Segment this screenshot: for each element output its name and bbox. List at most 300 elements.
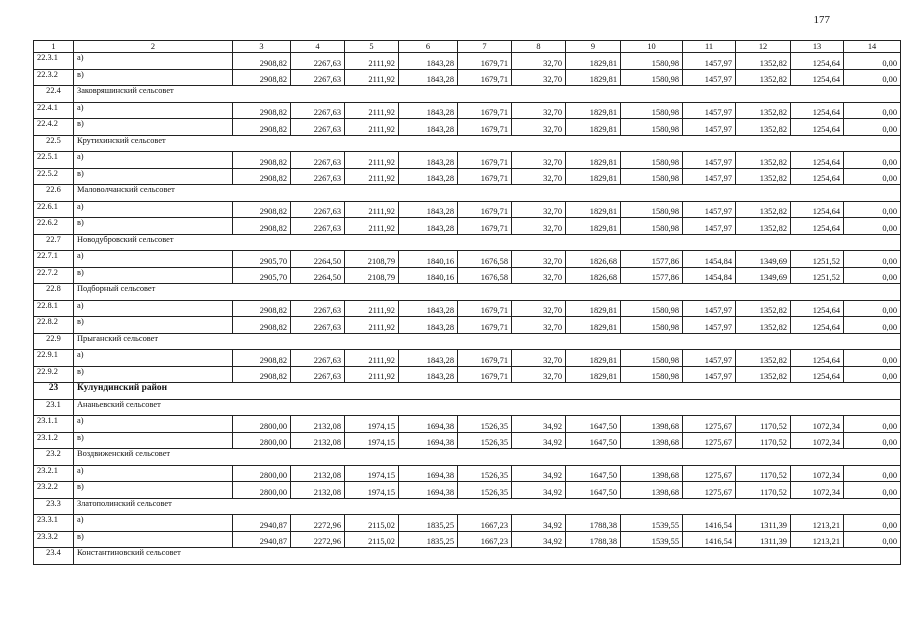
table-cell: 1580,98 — [621, 366, 683, 383]
table-cell: 2111,92 — [345, 201, 399, 218]
table-cell: 2908,82 — [233, 317, 291, 334]
table-cell: 1352,82 — [736, 102, 791, 119]
row-code: 22.7.2 — [34, 267, 74, 284]
table-cell: 2267,63 — [291, 69, 345, 86]
table-cell: 1251,52 — [791, 251, 844, 268]
table-cell: 1398,68 — [621, 465, 683, 482]
table-cell: 1352,82 — [736, 53, 791, 70]
row-code: 22.6 — [34, 185, 74, 202]
table-cell: 32,70 — [512, 317, 566, 334]
row-code: 22.7.1 — [34, 251, 74, 268]
row-label: в) — [74, 119, 233, 136]
table-cell: 1254,64 — [791, 168, 844, 185]
column-header: 8 — [512, 41, 566, 53]
table-cell: 2272,96 — [291, 515, 345, 532]
table-cell: 1843,28 — [399, 119, 458, 136]
table-cell: 2905,70 — [233, 251, 291, 268]
row-code: 22.4.2 — [34, 119, 74, 136]
table-cell: 32,70 — [512, 218, 566, 235]
table-cell: 2908,82 — [233, 69, 291, 86]
table-cell: 2800,00 — [233, 416, 291, 433]
table-cell: 1254,64 — [791, 152, 844, 169]
table-cell: 1580,98 — [621, 53, 683, 70]
table-cell: 1526,35 — [458, 482, 512, 499]
table-cell: 1457,97 — [683, 119, 736, 136]
table-row — [34, 465, 901, 482]
table-cell: 1254,64 — [791, 300, 844, 317]
table-cell: 1311,39 — [736, 531, 791, 548]
table-cell: 1170,52 — [736, 465, 791, 482]
section-title: Прыганский сельсовет — [74, 333, 901, 350]
table-cell: 32,70 — [512, 267, 566, 284]
table-cell: 1580,98 — [621, 218, 683, 235]
table-cell: 1170,52 — [736, 432, 791, 449]
table-cell: 2908,82 — [233, 201, 291, 218]
column-header: 1 — [34, 41, 74, 53]
table-cell: 1843,28 — [399, 317, 458, 334]
table-cell: 1416,54 — [683, 515, 736, 532]
row-label: а) — [74, 300, 233, 317]
table-cell: 1539,55 — [621, 531, 683, 548]
table-cell: 2267,63 — [291, 53, 345, 70]
table-cell: 1829,81 — [566, 300, 621, 317]
table-cell: 1254,64 — [791, 350, 844, 367]
row-code: 22.3.2 — [34, 69, 74, 86]
table-cell: 1843,28 — [399, 201, 458, 218]
table-row — [34, 482, 901, 499]
table-cell: 1580,98 — [621, 102, 683, 119]
table-cell: 0,00 — [844, 432, 901, 449]
table-row — [34, 152, 901, 169]
column-header: 4 — [291, 41, 345, 53]
table-cell: 1647,50 — [566, 416, 621, 433]
table-cell: 1526,35 — [458, 465, 512, 482]
table-row — [34, 201, 901, 218]
table-cell: 1349,69 — [736, 251, 791, 268]
table-cell: 1843,28 — [399, 218, 458, 235]
table-cell: 32,70 — [512, 168, 566, 185]
table-cell: 1539,55 — [621, 515, 683, 532]
table-cell: 2111,92 — [345, 218, 399, 235]
table-cell: 2267,63 — [291, 317, 345, 334]
table-cell: 1352,82 — [736, 300, 791, 317]
section-row — [34, 449, 901, 466]
table-cell: 1829,81 — [566, 102, 621, 119]
row-label: а) — [74, 53, 233, 70]
row-label: а) — [74, 102, 233, 119]
table-cell: 1843,28 — [399, 102, 458, 119]
table-cell: 1457,97 — [683, 69, 736, 86]
row-label: а) — [74, 465, 233, 482]
table-cell: 1835,25 — [399, 515, 458, 532]
district-row — [34, 383, 901, 400]
table-cell: 1398,68 — [621, 416, 683, 433]
table-cell: 2111,92 — [345, 102, 399, 119]
section-title: Воздвиженский сельсовет — [74, 449, 901, 466]
table-row — [34, 102, 901, 119]
row-code: 23.2.2 — [34, 482, 74, 499]
row-label: в) — [74, 317, 233, 334]
row-code: 23.3.1 — [34, 515, 74, 532]
row-label: в) — [74, 69, 233, 86]
table-cell: 1457,97 — [683, 201, 736, 218]
table-cell: 2111,92 — [345, 317, 399, 334]
table-cell: 2908,82 — [233, 102, 291, 119]
table-cell: 1254,64 — [791, 102, 844, 119]
table-cell: 1679,71 — [458, 317, 512, 334]
table-row — [34, 119, 901, 136]
table-cell: 1974,15 — [345, 465, 399, 482]
table-cell: 2267,63 — [291, 102, 345, 119]
table-cell: 1647,50 — [566, 465, 621, 482]
table-cell: 1829,81 — [566, 53, 621, 70]
table-cell: 1679,71 — [458, 218, 512, 235]
table-cell: 34,92 — [512, 432, 566, 449]
table-cell: 1843,28 — [399, 53, 458, 70]
table-cell: 1829,81 — [566, 201, 621, 218]
table-cell: 1843,28 — [399, 69, 458, 86]
table-cell: 1826,68 — [566, 251, 621, 268]
table-cell: 2264,50 — [291, 267, 345, 284]
table-cell: 1457,97 — [683, 152, 736, 169]
table-cell: 1580,98 — [621, 300, 683, 317]
table-cell: 1454,84 — [683, 267, 736, 284]
table-cell: 1526,35 — [458, 432, 512, 449]
table-cell: 1275,67 — [683, 482, 736, 499]
table-cell: 34,92 — [512, 482, 566, 499]
table-row — [34, 53, 901, 70]
row-code: 23.3 — [34, 498, 74, 515]
table-cell: 1788,38 — [566, 531, 621, 548]
table-cell: 1352,82 — [736, 201, 791, 218]
table-cell: 1457,97 — [683, 350, 736, 367]
table-cell: 1349,69 — [736, 267, 791, 284]
table-cell: 0,00 — [844, 515, 901, 532]
table-cell: 1679,71 — [458, 69, 512, 86]
table-cell: 2940,87 — [233, 515, 291, 532]
row-label: в) — [74, 168, 233, 185]
table-cell: 1254,64 — [791, 119, 844, 136]
table-cell: 2272,96 — [291, 531, 345, 548]
table-cell: 1843,28 — [399, 350, 458, 367]
table-cell: 1213,21 — [791, 515, 844, 532]
table-cell: 2908,82 — [233, 152, 291, 169]
table-cell: 1580,98 — [621, 119, 683, 136]
table-cell: 1829,81 — [566, 218, 621, 235]
table-cell: 0,00 — [844, 152, 901, 169]
table-cell: 34,92 — [512, 416, 566, 433]
table-cell: 2800,00 — [233, 465, 291, 482]
table-cell: 2132,08 — [291, 465, 345, 482]
table-row — [34, 168, 901, 185]
table-cell: 2111,92 — [345, 350, 399, 367]
row-code: 22.6.1 — [34, 201, 74, 218]
row-code: 22.9.1 — [34, 350, 74, 367]
table-cell: 1254,64 — [791, 366, 844, 383]
table-cell: 1213,21 — [791, 531, 844, 548]
column-header: 2 — [74, 41, 233, 53]
table-cell: 1457,97 — [683, 218, 736, 235]
row-label: в) — [74, 366, 233, 383]
row-code: 22.4.1 — [34, 102, 74, 119]
table-cell: 1974,15 — [345, 416, 399, 433]
table-cell: 0,00 — [844, 350, 901, 367]
table-cell: 1398,68 — [621, 432, 683, 449]
table-cell: 1457,97 — [683, 317, 736, 334]
table-cell: 1580,98 — [621, 152, 683, 169]
table-cell: 0,00 — [844, 416, 901, 433]
table-cell: 1254,64 — [791, 69, 844, 86]
table-row — [34, 416, 901, 433]
section-row — [34, 399, 901, 416]
table-cell: 1829,81 — [566, 152, 621, 169]
table-cell: 1829,81 — [566, 317, 621, 334]
tariff-table — [33, 40, 901, 565]
table-cell: 1679,71 — [458, 102, 512, 119]
table-row — [34, 69, 901, 86]
row-code: 23.1.2 — [34, 432, 74, 449]
table-cell: 0,00 — [844, 119, 901, 136]
table-cell: 2908,82 — [233, 119, 291, 136]
table-cell: 2111,92 — [345, 366, 399, 383]
table-cell: 2908,82 — [233, 168, 291, 185]
row-code: 23 — [34, 383, 74, 400]
table-cell: 1694,38 — [399, 465, 458, 482]
table-cell: 1679,71 — [458, 119, 512, 136]
table-cell: 32,70 — [512, 152, 566, 169]
row-label: в) — [74, 267, 233, 284]
table-cell: 0,00 — [844, 53, 901, 70]
table-cell: 2111,92 — [345, 152, 399, 169]
table-cell: 1580,98 — [621, 168, 683, 185]
table-cell: 1829,81 — [566, 350, 621, 367]
table-cell: 0,00 — [844, 102, 901, 119]
table-cell: 1667,23 — [458, 531, 512, 548]
table-cell: 2111,92 — [345, 53, 399, 70]
row-code: 22.4 — [34, 86, 74, 103]
table-cell: 2800,00 — [233, 482, 291, 499]
table-cell: 0,00 — [844, 218, 901, 235]
table-cell: 1457,97 — [683, 53, 736, 70]
table-cell: 32,70 — [512, 366, 566, 383]
table-cell: 1676,58 — [458, 267, 512, 284]
table-cell: 0,00 — [844, 465, 901, 482]
table-row — [34, 366, 901, 383]
table-cell: 1352,82 — [736, 69, 791, 86]
table-row — [34, 432, 901, 449]
section-row — [34, 135, 901, 152]
table-cell: 32,70 — [512, 102, 566, 119]
table-cell: 32,70 — [512, 201, 566, 218]
table-cell: 1457,97 — [683, 300, 736, 317]
section-row — [34, 333, 901, 350]
table-cell: 2267,63 — [291, 300, 345, 317]
table-cell: 1679,71 — [458, 201, 512, 218]
table-cell: 1843,28 — [399, 152, 458, 169]
table-cell: 2267,63 — [291, 366, 345, 383]
section-title: Маловолчанский сельсовет — [74, 185, 901, 202]
section-title: Новодубровский сельсовет — [74, 234, 901, 251]
table-cell: 1835,25 — [399, 531, 458, 548]
section-row — [34, 185, 901, 202]
table-cell: 2908,82 — [233, 366, 291, 383]
table-cell: 2905,70 — [233, 267, 291, 284]
table-cell: 2108,79 — [345, 267, 399, 284]
district-title: Кулундинский район — [74, 383, 901, 400]
table-cell: 1072,34 — [791, 465, 844, 482]
table-cell: 2132,08 — [291, 432, 345, 449]
table-body — [34, 53, 901, 565]
table-cell: 1826,68 — [566, 267, 621, 284]
row-code: 23.1 — [34, 399, 74, 416]
table-cell: 1580,98 — [621, 201, 683, 218]
row-code: 22.5.2 — [34, 168, 74, 185]
table-cell: 1974,15 — [345, 482, 399, 499]
table-cell: 2267,63 — [291, 201, 345, 218]
table-cell: 1840,16 — [399, 267, 458, 284]
section-row — [34, 234, 901, 251]
table-cell: 1254,64 — [791, 218, 844, 235]
row-code: 23.2 — [34, 449, 74, 466]
table-cell: 2267,63 — [291, 168, 345, 185]
row-code: 22.8.1 — [34, 300, 74, 317]
column-header: 11 — [683, 41, 736, 53]
table-cell: 1580,98 — [621, 350, 683, 367]
row-code: 22.8 — [34, 284, 74, 301]
table-row — [34, 515, 901, 532]
column-header: 6 — [399, 41, 458, 53]
table-cell: 1829,81 — [566, 69, 621, 86]
table-cell: 1679,71 — [458, 53, 512, 70]
table-cell: 2132,08 — [291, 416, 345, 433]
table-cell: 2267,63 — [291, 152, 345, 169]
row-code: 23.1.1 — [34, 416, 74, 433]
row-label: а) — [74, 201, 233, 218]
section-row — [34, 548, 901, 565]
table-cell: 1254,64 — [791, 201, 844, 218]
table-cell: 1254,64 — [791, 53, 844, 70]
section-title: Заковряшинский сельсовет — [74, 86, 901, 103]
row-code: 23.2.1 — [34, 465, 74, 482]
table-cell: 1275,67 — [683, 432, 736, 449]
table-cell: 1352,82 — [736, 168, 791, 185]
table-cell: 2108,79 — [345, 251, 399, 268]
row-code: 23.3.2 — [34, 531, 74, 548]
table-cell: 1170,52 — [736, 416, 791, 433]
table-cell: 1352,82 — [736, 152, 791, 169]
row-label: в) — [74, 432, 233, 449]
table-cell: 1457,97 — [683, 168, 736, 185]
table-cell: 34,92 — [512, 515, 566, 532]
row-code: 22.7 — [34, 234, 74, 251]
table-row — [34, 317, 901, 334]
table-cell: 1577,86 — [621, 251, 683, 268]
table-cell: 32,70 — [512, 300, 566, 317]
table-cell: 1457,97 — [683, 366, 736, 383]
table-cell: 32,70 — [512, 53, 566, 70]
table-cell: 1829,81 — [566, 366, 621, 383]
row-label: в) — [74, 218, 233, 235]
column-header: 9 — [566, 41, 621, 53]
table-cell: 0,00 — [844, 251, 901, 268]
table-cell: 0,00 — [844, 201, 901, 218]
table-cell: 1679,71 — [458, 366, 512, 383]
table-cell: 1694,38 — [399, 432, 458, 449]
table-cell: 32,70 — [512, 350, 566, 367]
section-title: Подборный сельсовет — [74, 284, 901, 301]
table-cell: 1457,97 — [683, 102, 736, 119]
table-cell: 0,00 — [844, 366, 901, 383]
table-cell: 1667,23 — [458, 515, 512, 532]
table-cell: 0,00 — [844, 69, 901, 86]
row-code: 22.9 — [34, 333, 74, 350]
table-cell: 32,70 — [512, 119, 566, 136]
table-cell: 0,00 — [844, 482, 901, 499]
table-cell: 1352,82 — [736, 366, 791, 383]
table-cell: 1679,71 — [458, 152, 512, 169]
table-cell: 2267,63 — [291, 218, 345, 235]
table-cell: 2800,00 — [233, 432, 291, 449]
table-cell: 0,00 — [844, 267, 901, 284]
table-cell: 1254,64 — [791, 317, 844, 334]
table-cell: 1679,71 — [458, 350, 512, 367]
table-cell: 2940,87 — [233, 531, 291, 548]
table-cell: 34,92 — [512, 531, 566, 548]
section-row — [34, 284, 901, 301]
column-header: 7 — [458, 41, 512, 53]
header-row — [34, 41, 901, 53]
table-cell: 1679,71 — [458, 168, 512, 185]
table-cell: 2908,82 — [233, 53, 291, 70]
table-cell: 1526,35 — [458, 416, 512, 433]
section-title: Константиновский сельсовет — [74, 548, 901, 565]
table-row — [34, 350, 901, 367]
table-cell: 1072,34 — [791, 432, 844, 449]
table-cell: 1694,38 — [399, 416, 458, 433]
table-cell: 1398,68 — [621, 482, 683, 499]
row-label: а) — [74, 350, 233, 367]
table-cell: 2908,82 — [233, 218, 291, 235]
table-cell: 1275,67 — [683, 416, 736, 433]
table-row — [34, 267, 901, 284]
row-label: в) — [74, 482, 233, 499]
table-cell: 0,00 — [844, 168, 901, 185]
row-label: в) — [74, 531, 233, 548]
table-cell: 2267,63 — [291, 350, 345, 367]
table-cell: 2908,82 — [233, 300, 291, 317]
row-code: 22.5.1 — [34, 152, 74, 169]
table-cell: 2111,92 — [345, 69, 399, 86]
table-cell: 1647,50 — [566, 432, 621, 449]
section-title: Крутихинский сельсовет — [74, 135, 901, 152]
table-cell: 1843,28 — [399, 300, 458, 317]
table-cell: 1170,52 — [736, 482, 791, 499]
row-label: а) — [74, 416, 233, 433]
table-cell: 2115,02 — [345, 515, 399, 532]
table-cell: 0,00 — [844, 317, 901, 334]
table-cell: 2132,08 — [291, 482, 345, 499]
table-cell: 1843,28 — [399, 168, 458, 185]
table-cell: 2264,50 — [291, 251, 345, 268]
table-cell: 34,92 — [512, 465, 566, 482]
table-cell: 1352,82 — [736, 350, 791, 367]
table-row — [34, 218, 901, 235]
table-cell: 1352,82 — [736, 218, 791, 235]
section-row — [34, 498, 901, 515]
table-cell: 2267,63 — [291, 119, 345, 136]
section-row — [34, 86, 901, 103]
table-cell: 1352,82 — [736, 119, 791, 136]
